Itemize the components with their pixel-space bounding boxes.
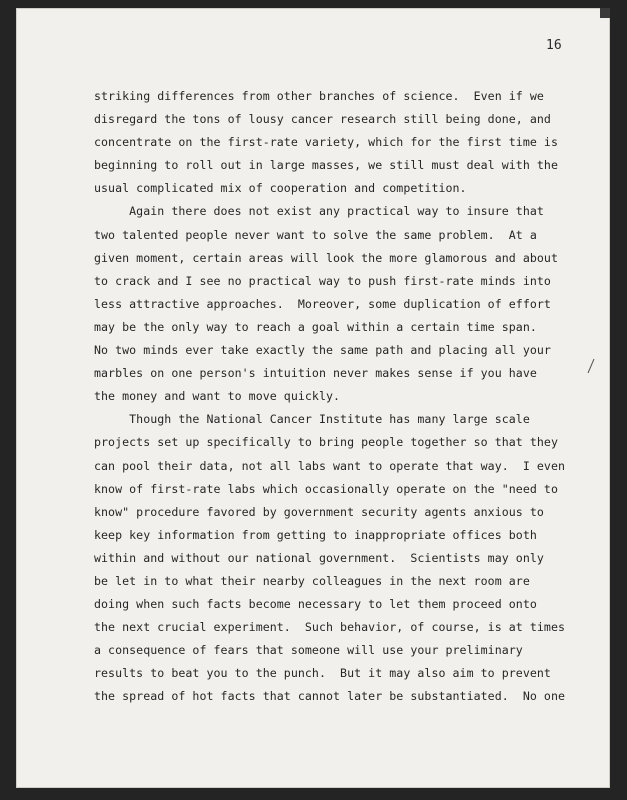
text-line: beginning to roll out in large masses, we still must deal with the xyxy=(94,158,558,173)
text-line: less attractive approaches. Moreover, some duplication of effort xyxy=(94,296,551,311)
typed-page xyxy=(16,8,610,788)
text-line: doing when such facts become necessary to let them proceed onto xyxy=(94,597,537,612)
body-text xyxy=(94,85,594,709)
text-line: Again there does not exist any practical way to insure that xyxy=(94,204,544,219)
text-line: the spread of hot facts that cannot later be substantiated. No one xyxy=(94,689,566,704)
text-line: disregard the tons of lousy cancer research still being done, and xyxy=(94,112,551,127)
text-line: to crack and I see no practical way to push first-rate minds into xyxy=(94,273,551,288)
corner-tab xyxy=(600,8,610,18)
text-line: concentrate on the first-rate variety, which for the first time is xyxy=(94,135,558,150)
text-line: keep key information from getting to inappropriate offices both xyxy=(94,527,537,542)
text-line: No two minds ever take exactly the same path and placing all your xyxy=(94,343,551,358)
text-line: may be the only way to reach a goal within a certain time span. xyxy=(94,319,537,334)
text-line: a consequence of fears that someone will use your preliminary xyxy=(94,643,523,658)
text-line: Though the National Cancer Institute has many large scale xyxy=(94,412,530,427)
text-line: know" procedure favored by government security agents anxious to xyxy=(94,504,544,519)
text-line: marbles on one person's intuition never makes sense if you have xyxy=(94,366,537,381)
text-line: striking differences from other branches of science. Even if we xyxy=(94,89,544,103)
text-line: results to beat you to the punch. But it may also aim to prevent xyxy=(94,666,551,681)
text-line: the money and want to move quickly. xyxy=(94,389,341,404)
text-line: two talented people never want to solve the same problem. At a xyxy=(94,227,537,242)
text-line: projects set up specifically to bring people together so that they xyxy=(94,435,558,450)
text-line: the next crucial experiment. Such behavior, of course, is at times xyxy=(94,620,566,635)
text-line: within and without our national government. Scientists may only xyxy=(94,550,544,565)
text-line: can pool their data, not all labs want to operate that way. I even xyxy=(94,458,566,473)
text-line: usual complicated mix of cooperation and competition. xyxy=(94,181,467,196)
page-number: 16 xyxy=(546,38,562,53)
text-line: be let in to what their nearby colleagues in the next room are xyxy=(94,573,530,588)
text-line: know of first-rate labs which occasionally operate on the "need to xyxy=(94,481,558,496)
text-line: given moment, certain areas will look the more glamorous and about xyxy=(94,250,558,265)
